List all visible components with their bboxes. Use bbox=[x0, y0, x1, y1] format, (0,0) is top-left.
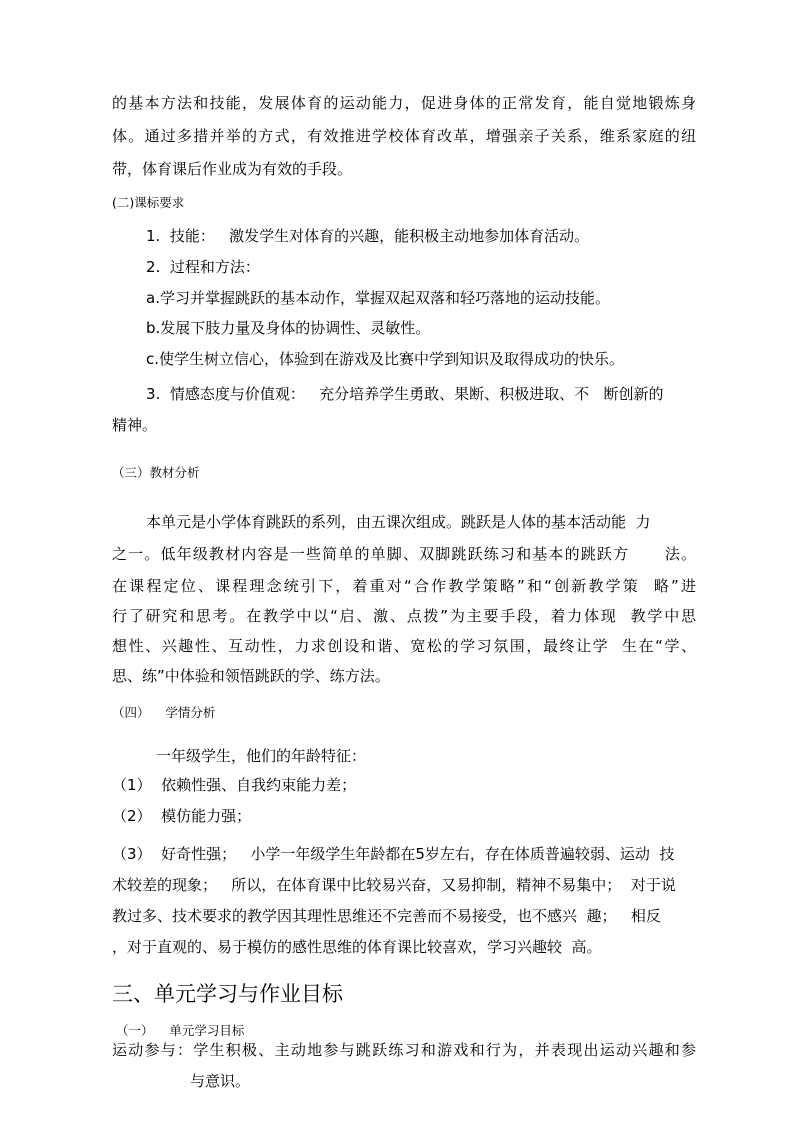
paragraph-line: 带，体育课后作业成为有效的手段。 bbox=[112, 160, 353, 178]
paragraph-line: 思、练”中体验和领悟跳跃的学、练方法。 bbox=[112, 667, 390, 685]
list-item-continuation: 术较差的现象； 所以，在体育课中比较易兴奋，又易抑制，精神不易集中； 对于说 bbox=[112, 876, 676, 894]
section-heading-learner-analysis: （四） 学情分析 bbox=[112, 705, 216, 720]
goal-line: 运动参与：学生积极、主动地参与跳跃练习和游戏和行为，并表现出运动兴趣和参 bbox=[112, 1041, 696, 1059]
paragraph-line: 本单元是小学体育跳跃的系列，由五课次组成。跳跃是人体的基本活动能 力 bbox=[146, 513, 651, 531]
list-item: a.学习并掌握跳跃的基本动作，掌握双起双落和轻巧落地的运动技能。 bbox=[146, 289, 610, 307]
list-item: （3） 好奇性强； 小学一年级学生年龄都在5岁左右，存在体质普遍较弱、运动 技 bbox=[112, 845, 675, 863]
paragraph-line: 之一。低年级教材内容是一些简单的单脚、双脚跳跃练习和基本的跳跃方 法。 bbox=[112, 545, 696, 563]
list-item: 1. 技能： 激发学生对体育的兴趣，能积极主动地参加体育活动。 bbox=[146, 227, 590, 245]
list-item: （1） 依赖性强、自我约束能力差； bbox=[112, 776, 357, 794]
list-item-continuation: 精神。 bbox=[112, 416, 158, 434]
list-item: （2） 模仿能力强； bbox=[112, 807, 252, 825]
paragraph-line: 想性、兴趣性、互动性，力求创设和谐、宽松的学习氛围，最终让学 生在“学、 bbox=[112, 637, 696, 655]
subsection-heading: （一） 单元学习目标 bbox=[116, 1023, 245, 1038]
list-item: 2. 过程和方法： bbox=[146, 258, 260, 276]
paragraph-line: 的基本方法和技能，发展体育的运动能力，促进身体的正常发育，能自觉地锻炼身 bbox=[112, 94, 696, 112]
chapter-heading: 三、单元学习与作业目标 bbox=[112, 982, 343, 1006]
section-heading-material-analysis: （三）教材分析 bbox=[112, 465, 200, 480]
goal-line-continuation: 与意识。 bbox=[190, 1072, 251, 1090]
paragraph-line: 行了研究和思考。在教学中以“启、激、点拨”为主要手段，着力体现 教学中思 bbox=[112, 607, 696, 625]
list-item: c.使学生树立信心，体验到在游戏及比赛中学到知识及取得成功的快乐。 bbox=[146, 350, 625, 368]
paragraph-line: 一年级学生，他们的年龄特征： bbox=[156, 747, 367, 765]
list-item-continuation: 教过多、技术要求的教学因其理性思维还不完善而不易接受，也不感兴 趣； 相反 bbox=[112, 907, 661, 925]
paragraph-line: 体。通过多措并举的方式，有效推进学校体育改革，增强亲子关系，维系家庭的纽 bbox=[112, 127, 696, 145]
list-item: b.发展下肢力量及身体的协调性、灵敏性。 bbox=[146, 319, 431, 337]
paragraph-line: 在课程定位、课程理念统引下，着重对“合作教学策略”和“创新教学策 略”进 bbox=[112, 577, 696, 595]
list-item: 3. 情感态度与价值观： 充分培养学生勇敢、果断、积极进取、不 断创新的 bbox=[146, 385, 664, 403]
list-item-continuation: ，对于直观的、易于模仿的感性思维的体育课比较喜欢，学习兴趣较 高。 bbox=[112, 938, 602, 956]
section-heading-curriculum: (二)课标要求 bbox=[112, 195, 185, 210]
